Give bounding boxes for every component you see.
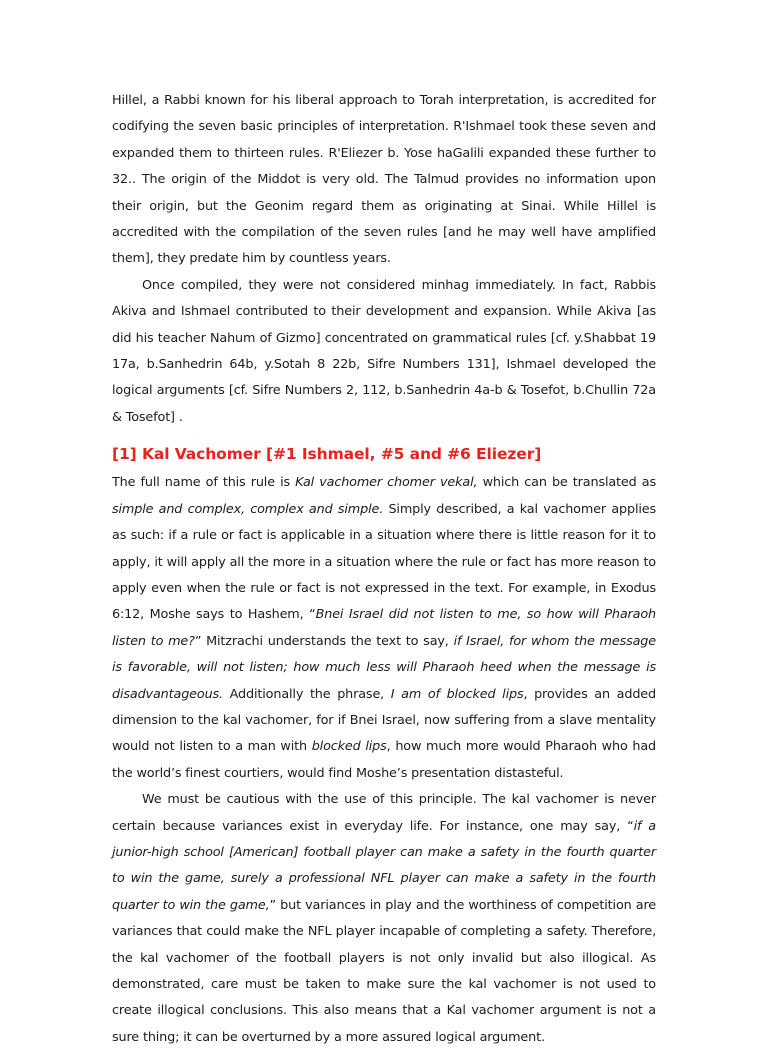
italic-phrase: blocked lips xyxy=(311,739,387,755)
italic-example: if a junior-high school [American] football player can make a safety in the fourth quarter to win the game, surely a professional NFL player can make a safety in the fourth quarter to win the game, xyxy=(112,818,656,913)
text-run: , how much more would Pharaoh who had the world’s finest courtiers, would find Moshe’s presentation distasteful. xyxy=(112,739,656,781)
text-run: Simply described, a kal vachomer applies as such: if a rule or fact is applicable in a situation where there is little reason for it to apply, it will apply all the more in a situation where the rule or fact has more reason to apply even when the rule or fact is not expressed in the text. For example, in Exodus 6:12, Moshe says to Hashem, “ xyxy=(112,501,657,623)
text-run: Additionally the phrase, xyxy=(222,686,391,702)
section-paragraph-1 xyxy=(112,470,656,787)
italic-quote: Bnei Israel did not listen to me, so how will Pharaoh listen to me? xyxy=(112,607,656,649)
italic-translation: simple and complex, complex and simple. xyxy=(112,501,384,517)
text-run: , provides an added dimension to the kal vachomer, for if Bnei Israel, now suffering from a slave mentality would not listen to a man with xyxy=(112,686,656,755)
text-run: ” Mitzrachi understands the text to say, xyxy=(194,633,454,649)
italic-interpretation: if Israel, for whom the message is favorable, will not listen; how much less will Pharaoh heed when the message is disadvantageous. xyxy=(112,633,656,702)
section-paragraph-2 xyxy=(112,787,656,1051)
section-heading: [1] Kal Vachomer [#1 Ishmael, #5 and #6 Eliezer] xyxy=(112,445,542,464)
text-run: We must be cautious with the use of this principle. The kal vachomer is never certain because variances exist in everyday life. For instance, one may say, “ xyxy=(112,792,656,834)
text-run: The full name of this rule is xyxy=(112,475,296,491)
text-run: ” but variances in play and the worthiness of competition are variances that could make the NFL player incapable of completing a safety. Therefore, the kal vachomer of the football players is not only invalid but also illogical. As demonstrated, care must be taken to make sure the kal vachomer is not used to create illogical conclusions. This also means that a Kal vachomer argument is not a sure thing; it can be overturned by a more assured logical argument. xyxy=(112,897,656,1045)
document-page xyxy=(112,88,656,1051)
text-run: which can be translated as xyxy=(477,475,656,491)
italic-phrase: I am of blocked lips xyxy=(390,686,524,702)
intro-paragraph-1: Hillel, a Rabbi known for his liberal approach to Torah interpretation, is accredited for codifying the seven basic principles of interpretation. R'Ishmael took these seven and expanded them to thirteen rules. R'Eliezer b. Yose haGalili expanded these further to 32.. The origin of the Middot is very old. The Talmud provides no information upon their origin, but the Geonim regard them as originating at Sinai. While Hillel is accredited with the compilation of the seven rules [and he may well have amplified them], they predate him by countless years. xyxy=(112,93,656,267)
intro-paragraph-2: Once compiled, they were not considered minhag immediately. In fact, Rabbis Akiva and Ishmael contributed to their development and expansion. While Akiva [as did his teacher Nahum of Gizmo] concentrated on grammatical rules [cf. y.Shabbat 19 17a, b.Sanhedrin 64b, y.Sotah 8 22b, Sifre Numbers 131], Ishmael developed the logical arguments [cf. Sifre Numbers 2, 112, b.Sanhedrin 4a-b & Tosefot, b.Chullin 72a & Tosefot] . xyxy=(112,277,656,425)
italic-term: Kal vachomer chomer vekal, xyxy=(295,475,478,491)
